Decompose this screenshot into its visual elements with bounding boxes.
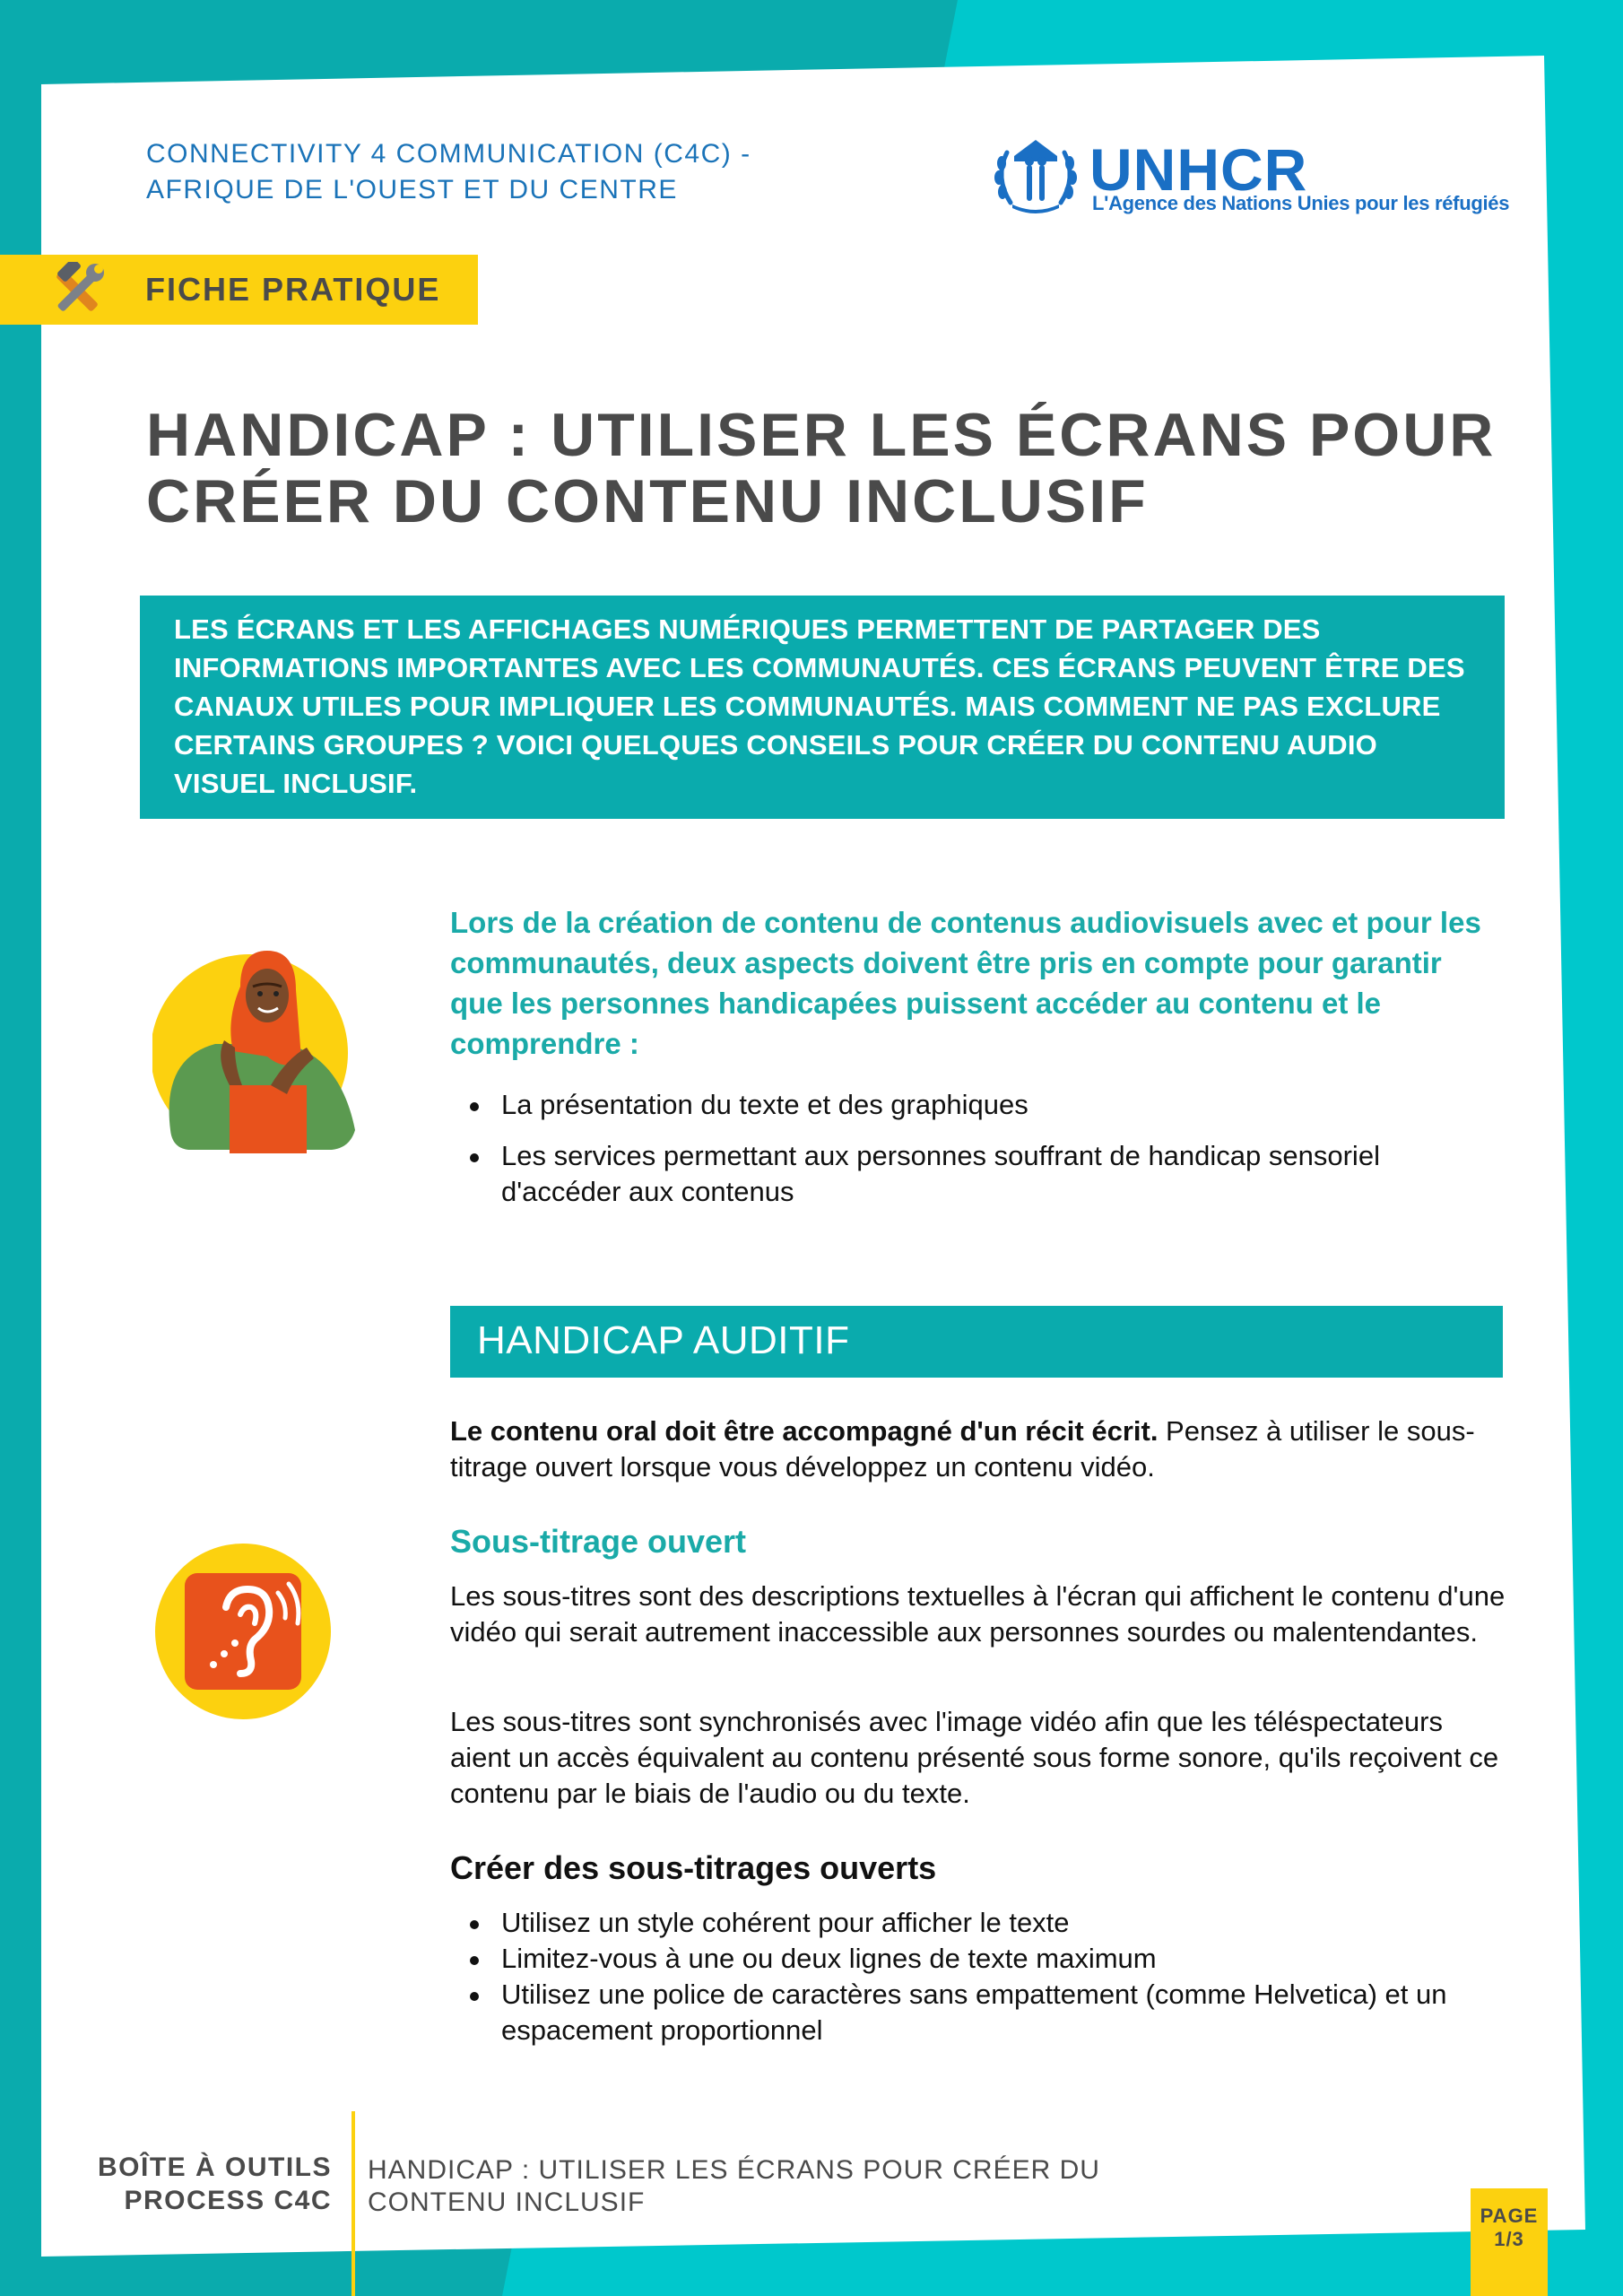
footer-right-line-2: CONTENU INCLUSIF xyxy=(368,2187,646,2217)
sign-language-woman-icon xyxy=(152,951,368,1157)
unhcr-emblem-icon xyxy=(991,135,1081,215)
page-title-line-2: CRÉER DU CONTENU INCLUSIF xyxy=(146,467,1149,535)
list-item: Utilisez un style cohérent pour afficher le texte xyxy=(450,1905,1508,1941)
fiche-pratique-label: FICHE PRATIQUE xyxy=(145,271,441,308)
list-item: La présentation du texte et des graphiques xyxy=(450,1087,1490,1123)
lead-list xyxy=(450,1087,1490,1225)
create-captions-list xyxy=(450,1905,1508,2048)
footer-document-title xyxy=(368,2154,1175,2219)
org-header-line-1: CONNECTIVITY 4 COMMUNICATION (C4C) - xyxy=(146,139,751,169)
unhcr-tagline: L'Agence des Nations Unies pour les réfugiés xyxy=(1092,192,1510,214)
captions-paragraph-2: Les sous-titres sont synchronisés avec l'image vidéo afin que les téléspectateurs aient un accès équivalent au contenu présenté sous forme sonore, qu'ils reçoivent ce contenu par le biais de l'audio ou du texte. xyxy=(450,1706,1499,1809)
page-title-line-1: HANDICAP : UTILISER LES ÉCRANS POUR xyxy=(146,401,1497,469)
section-heading: HANDICAP AUDITIF xyxy=(477,1318,850,1362)
oral-content-rest: Pensez à utiliser le sous-titrage ouvert lorsque vous développez un contenu vidéo. xyxy=(450,1415,1475,1483)
footer-divider xyxy=(352,2111,355,2296)
tools-icon xyxy=(47,262,108,319)
page-label: PAGE xyxy=(1480,2205,1539,2227)
page-title xyxy=(146,402,1509,535)
footer-right-line-1: HANDICAP : UTILISER LES ÉCRANS POUR CRÉER DU xyxy=(368,2155,1100,2185)
lead-paragraph: Lors de la création de contenu de contenus audiovisuels avec et pour les communautés, deux aspects doivent être pris en compte pour garantir que les personnes handicapées puissent accéder au contenu et le comprendre : xyxy=(450,906,1481,1060)
page-number: 1/3 xyxy=(1494,2228,1524,2250)
footer-toolbox-label xyxy=(36,2151,332,2217)
list-item: Limitez-vous à une ou deux lignes de texte maximum xyxy=(450,1941,1508,1977)
org-header-line-2: AFRIQUE DE L'OUEST ET DU CENTRE xyxy=(146,175,678,204)
oral-content-paragraph xyxy=(450,1413,1508,1485)
subheading-open-captions: Sous-titrage ouvert xyxy=(450,1523,747,1560)
oral-content-bold: Le contenu oral doit être accompagné d'un récit écrit. xyxy=(450,1415,1159,1447)
footer-left-line-1: BOÎTE À OUTILS xyxy=(98,2152,332,2182)
list-item: Les services permettant aux personnes souffrant de handicap sensoriel d'accéder aux contenus xyxy=(450,1138,1490,1210)
create-captions-heading: Créer des sous-titrages ouverts xyxy=(450,1849,937,1886)
list-item: Utilisez une police de caractères sans empattement (comme Helvetica) et un espacement proportionnel xyxy=(450,1977,1508,2048)
captions-paragraph-1: Les sous-titres sont des descriptions textuelles à l'écran qui affichent le contenu d'une vidéo qui serait autrement inaccessible aux personnes sourdes ou malentendantes. xyxy=(450,1580,1506,1648)
hearing-assistance-icon xyxy=(154,1543,332,1720)
footer-left-line-2: PROCESS C4C xyxy=(124,2186,332,2215)
unhcr-wordmark: UNHCR xyxy=(1089,136,1308,203)
intro-text: LES ÉCRANS ET LES AFFICHAGES NUMÉRIQUES PERMETTENT DE PARTAGER DES INFORMATIONS IMPORTANTES AVEC LES COMMUNAUTÉS. CES ÉCRANS PEUVENT ÊTRE DES CANAUX UTILES POUR IMPLIQUER LES COMMUNAUTÉS. MAIS COMMENT NE PAS EXCLURE CERTAINS GROUPES ? VOICI QUELQUES CONSEILS POUR CRÉER DU CONTENU AUDIO VISUEL INCLUSIF. xyxy=(174,613,1465,799)
page-number-label xyxy=(1471,2205,1548,2251)
